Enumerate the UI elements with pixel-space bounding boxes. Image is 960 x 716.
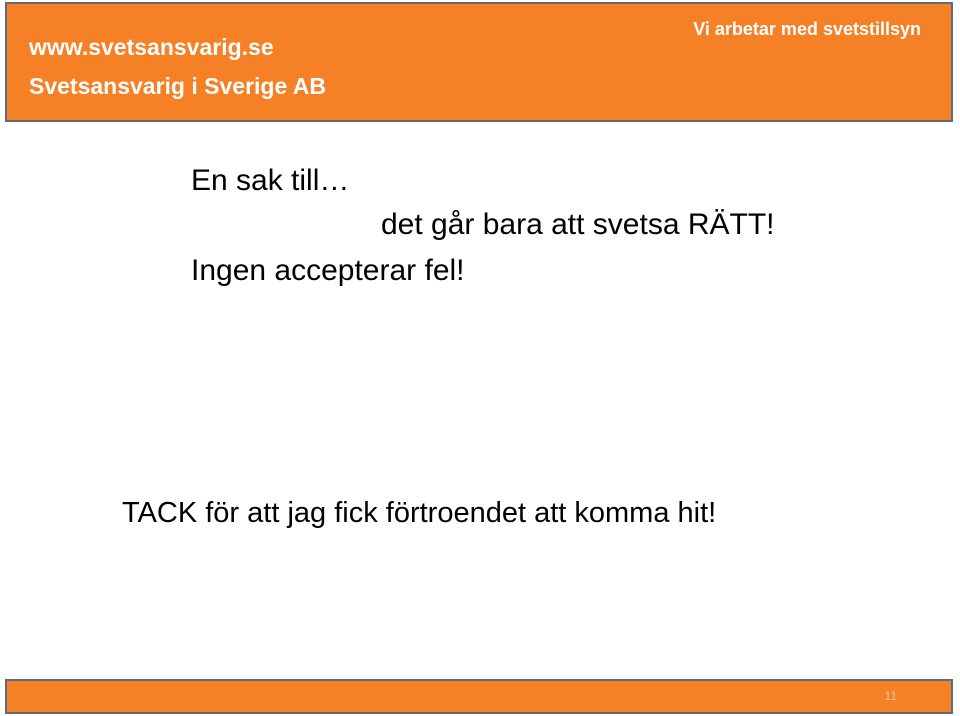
- company-name: Svetsansvarig i Sverige AB: [29, 73, 327, 99]
- body-line-2: det går bara att svetsa RÄTT!: [381, 208, 775, 241]
- body-line-3: Ingen accepterar fel!: [191, 254, 465, 287]
- body-line-1: En sak till…: [191, 164, 350, 197]
- site-url: www.svetsansvarig.se: [29, 34, 274, 60]
- thanks-text: TACK för att jag fick förtroendet att komma hit!: [122, 497, 717, 529]
- tagline: Vi arbetar med svetstillsyn: [693, 19, 921, 39]
- header-banner: [5, 2, 953, 122]
- footer-banner: [5, 679, 953, 714]
- page-number: 11: [884, 689, 897, 703]
